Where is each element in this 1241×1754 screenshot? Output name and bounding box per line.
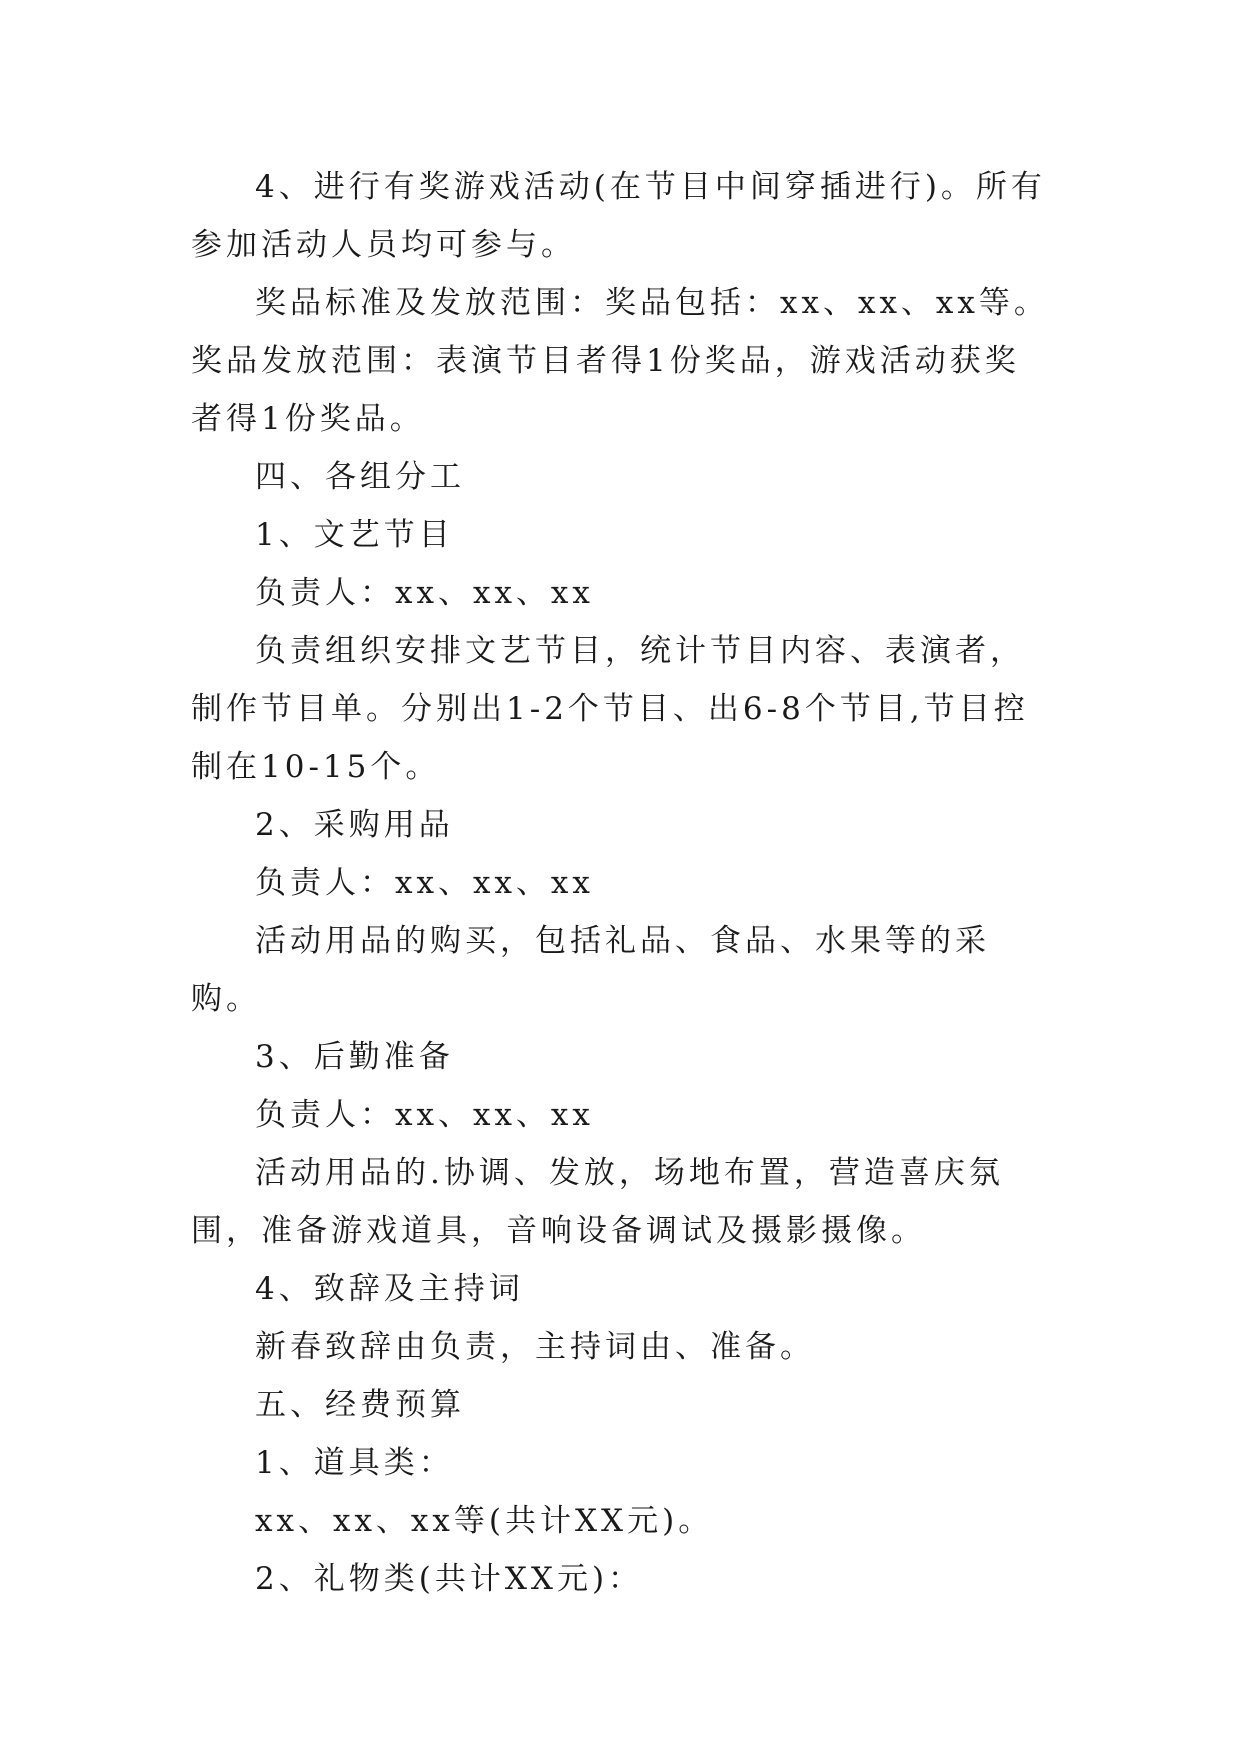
paragraph-speech-duties: 新春致辞由负责，主持词由、准备。 (255, 1329, 815, 1365)
paragraph-game-activity: 4、进行有奖游戏活动(在节目中间穿插进行)。所有参加活动人员均可参与。 (191, 169, 1046, 263)
subheading-logistics: 3、后勤准备 (255, 1039, 454, 1075)
subheading-props: 1、道具类： (255, 1445, 454, 1481)
paragraph-logistics-responsible: 负责人：xx、xx、xx (255, 1097, 594, 1133)
subheading-performances: 1、文艺节目 (255, 517, 454, 553)
section-heading-division-of-work: 四、各组分工 (255, 459, 465, 495)
subheading-speech-and-host: 4、致辞及主持词 (255, 1271, 524, 1307)
paragraph-performances-duties: 负责组织安排文艺节目，统计节目内容、表演者，制作节目单。分别出1-2个节目、出6-8个节目,节目控制在10-15个。 (191, 633, 1029, 785)
section-heading-budget: 五、经费预算 (255, 1387, 465, 1423)
subheading-gifts: 2、礼物类(共计XX元)： (255, 1561, 644, 1597)
paragraph-purchasing-responsible: 负责人：xx、xx、xx (255, 865, 594, 901)
paragraph-props-items: xx、xx、xx等(共计XX元)。 (255, 1503, 714, 1539)
document-body (191, 158, 1051, 1608)
paragraph-prize-standard: 奖品标准及发放范围：奖品包括：xx、xx、xx等。奖品发放范围：表演节目者得1份奖品，游戏活动获奖者得1份奖品。 (191, 285, 1049, 437)
subheading-purchasing: 2、采购用品 (255, 807, 454, 843)
paragraph-performances-responsible: 负责人：xx、xx、xx (255, 575, 594, 611)
paragraph-logistics-duties: 活动用品的.协调、发放，场地布置，营造喜庆氛围，准备游戏道具，音响设备调试及摄影摄像。 (191, 1155, 1004, 1249)
paragraph-purchasing-duties: 活动用品的购买，包括礼品、食品、水果等的采购。 (191, 923, 990, 1017)
